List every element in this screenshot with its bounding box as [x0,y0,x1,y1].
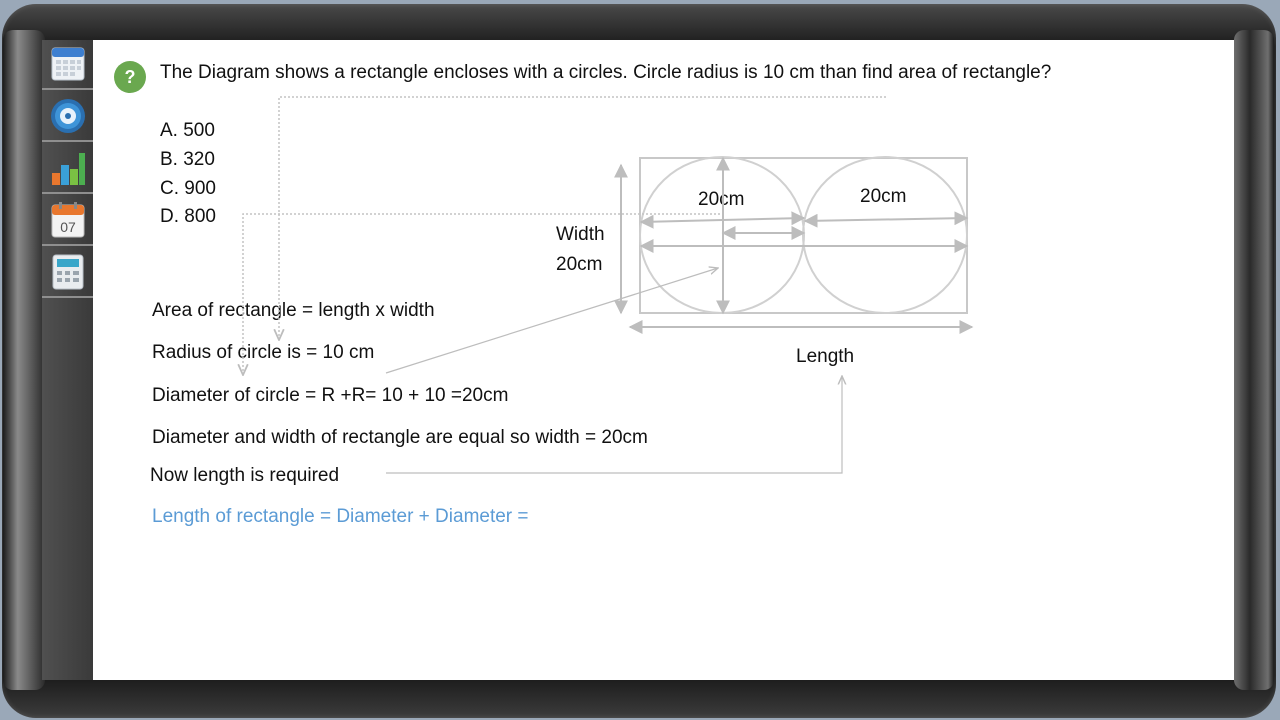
question-text: The Diagram shows a rectangle encloses with a circles. Circle radius is 10 cm than find area of rectangle? [160,62,1052,83]
width-label: Width [556,224,605,245]
solution-line-area: Area of rectangle = length x width [152,300,435,321]
solution-line-length-formula: Length of rectangle = Diameter + Diameter = [152,506,529,527]
option-d[interactable]: D. 800 [160,206,216,227]
solution-line-diameter: Diameter of circle = R +R= 10 + 10 =20cm [152,385,509,406]
option-pointer-dotted [243,214,720,375]
length-label: Length [796,346,855,367]
solution-line-width: Diameter and width of rectangle are equal so width = 20cm [152,427,648,448]
svg-text:07: 07 [59,219,76,235]
length-pointer-line [386,376,842,473]
right-circle [803,157,967,313]
radius-pointer-line [386,268,718,373]
option-a[interactable]: A. 500 [160,120,215,141]
help-icon[interactable]: ? [114,61,146,93]
option-c[interactable]: C. 900 [160,178,216,199]
diameter-label-1: 20cm [698,189,745,210]
width-value: 20cm [556,254,603,275]
right-diameter-arrow [805,218,967,221]
solution-line-length-required: Now length is required [150,465,340,486]
option-b[interactable]: B. 320 [160,149,215,170]
solution-line-radius: Radius of circle is = 10 cm [152,342,375,363]
diameter-label-2: 20cm [860,186,907,207]
